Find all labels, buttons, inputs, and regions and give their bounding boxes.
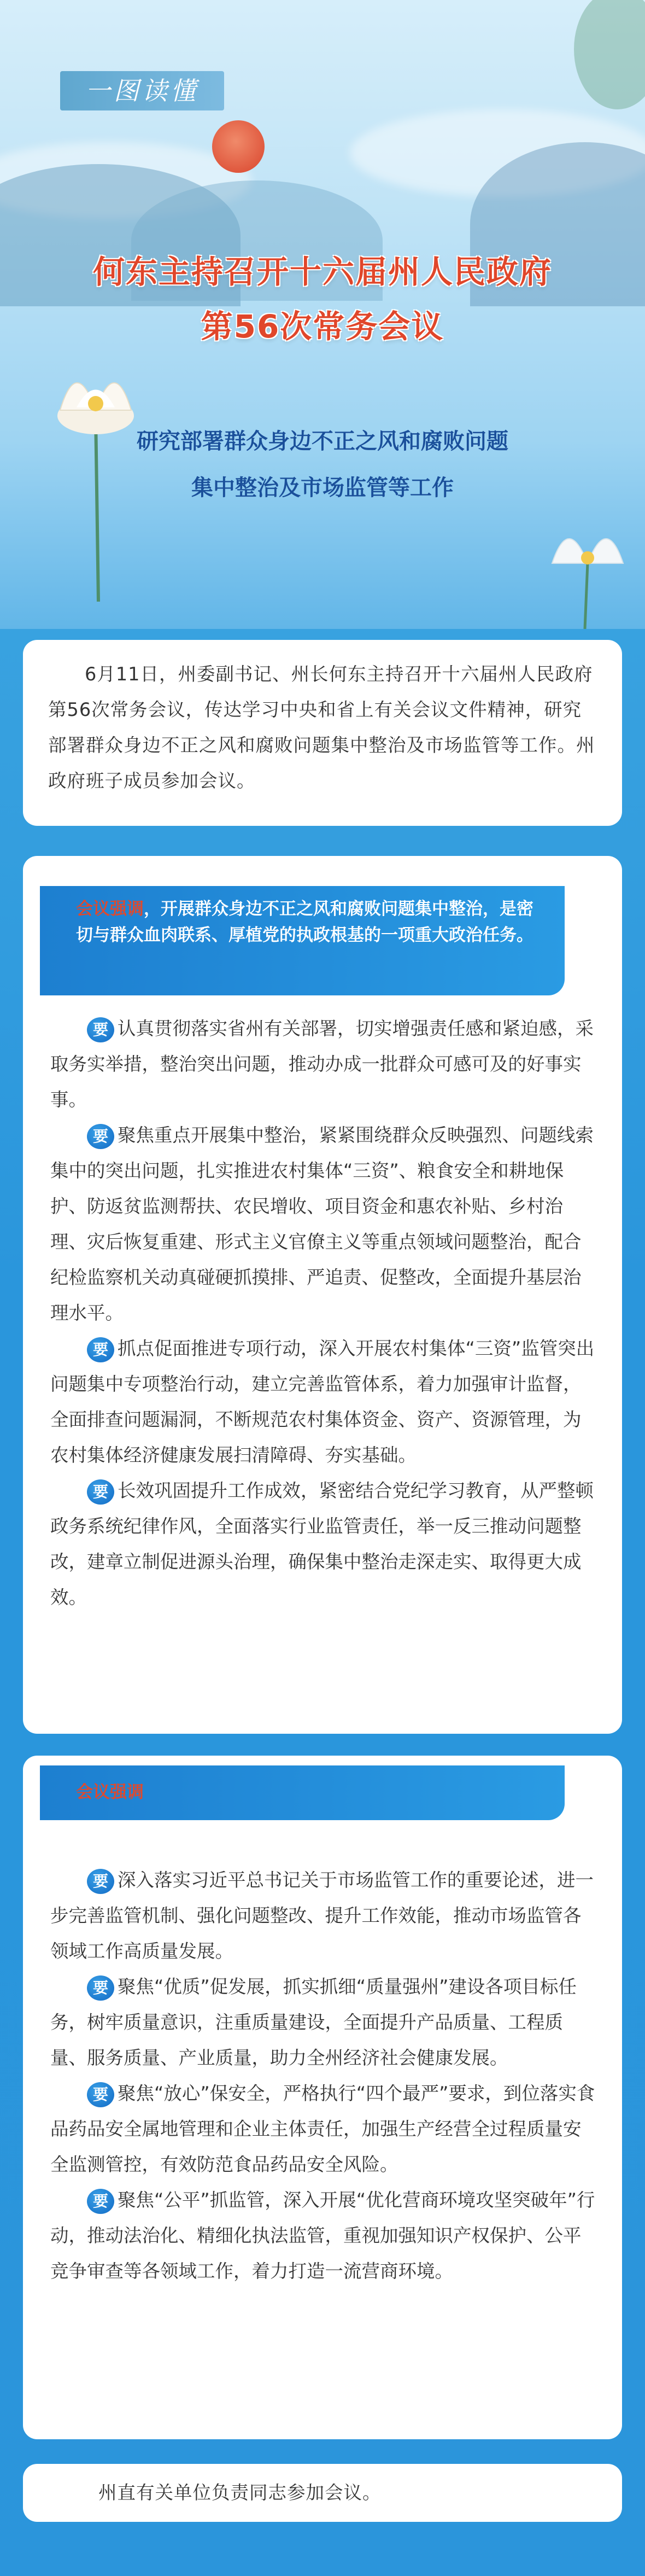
yao-marker-icon: 要	[87, 1017, 114, 1042]
section-badge: 一图读懂	[60, 71, 224, 110]
callout-heading: 会议强调	[76, 1782, 144, 1802]
page-title: 何东主持召开十六届州人民政府	[92, 253, 552, 290]
list-item: 要 聚焦“公平”抓监管，深入开展“优化营商环境攻坚突破年”行动，推动法治化、精细化执法监管，重视加强知识产权保护、公平竞争审查等各领域工作，着力打造一流营商环境。	[50, 2189, 595, 2282]
yao-marker-icon: 要	[87, 1975, 114, 2001]
list-item: 要 聚焦“优质”促发展，抓实抓细“质量强州”建设各项目标任务，树牢质量意识，注重质量建设，全面提升产品质量、工程质量、服务质量、产业质量，助力全州经济社会健康发展。	[50, 1976, 577, 2068]
footer-card	[23, 2464, 622, 2522]
yao-marker-icon: 要	[87, 1869, 114, 1894]
page-subtitle: 集中整治及市场监管等工作	[191, 475, 454, 500]
lotus-flower-icon	[536, 514, 640, 629]
yao-marker-icon: 要	[87, 2082, 114, 2107]
intro-text: 6月11日，州委副书记、州长何东主持召开十六届州人民政府第56次常务会议，传达学习中央和省上有关会议文件精神，研究部署群众身边不正之风和腐败问题集中整治及市场监管等工作。州政府班子成员参加会议。	[48, 663, 595, 791]
red-sun-icon	[212, 120, 265, 173]
list-item: 要 抓点促面推进专项行动，深入开展农村集体“三资”监管突出问题集中专项整治行动，建立完善监管体系，着力加强审计监督，全面排查问题漏洞，不断规范农村集体资金、资产、资源管理，为农村集体经济健康发展扫清障碍、夯实基础。	[50, 1338, 595, 1466]
page-subtitle: 研究部署群众身边不正之风和腐败问题	[137, 429, 508, 454]
callout-heading: 会议强调	[76, 899, 144, 919]
footer-text: 州直有关单位负责同志参加会议。	[98, 2482, 382, 2503]
callout-box	[40, 886, 565, 995]
requirement-list	[50, 1011, 597, 1615]
yao-marker-icon: 要	[87, 1479, 114, 1505]
yao-marker-icon: 要	[87, 1124, 114, 1149]
callout-box	[40, 1765, 565, 1820]
list-item: 要 聚焦重点开展集中整治，紧紧围绕群众反映强烈、问题线索集中的突出问题，扎实推进农村集体“三资”、粮食安全和耕地保护、防返贫监测帮扶、农民增收、项目资金和惠农补贴、乡村治理、灾后恢复重建、形式主义官僚主义等重点领域问题整治，配合纪检监察机关动真碰硬抓摸排、严追责、促整改，全面提升基层治理水平。	[50, 1124, 594, 1324]
page-title: 第56次常务会议	[201, 308, 444, 345]
yao-marker-icon: 要	[87, 2189, 114, 2214]
list-item: 要 深入落实习近平总书记关于市场监管工作的重要论述，进一步完善监管机制、强化问题整改、提升工作效能，推动市场监管各领域工作高质量发展。	[50, 1869, 594, 1962]
list-item: 要 认真贯彻落实省州有关部署，切实增强责任感和紧迫感，采取务实举措，整治突出问题，推动办成一批群众可感可及的好事实事。	[50, 1018, 594, 1110]
list-item: 要 聚焦“放心”保安全，严格执行“四个最严”要求，到位落实食品药品安全属地管理和企业主体责任，加强生产经营全过程质量安全监测管控，有效防范食品药品安全风险。	[50, 2083, 595, 2175]
yao-marker-icon: 要	[87, 1337, 114, 1362]
list-item: 要 长效巩固提升工作成效，紧密结合党纪学习教育，从严整顿政务系统纪律作风，全面落实行业监管责任，举一反三推动问题整改，建章立制促进源头治理，确保集中整治走深走实、取得更大成效。	[50, 1480, 594, 1608]
requirement-list	[50, 1862, 597, 2289]
hero-banner	[0, 0, 645, 629]
lotus-leaf-icon	[552, 0, 645, 142]
callout-text: ，开展群众身边不正之风和腐败问题集中整治，是密切与群众血肉联系、厚植党的执政根基的一项重大政治任务。	[76, 899, 533, 945]
intro-card	[23, 640, 622, 826]
